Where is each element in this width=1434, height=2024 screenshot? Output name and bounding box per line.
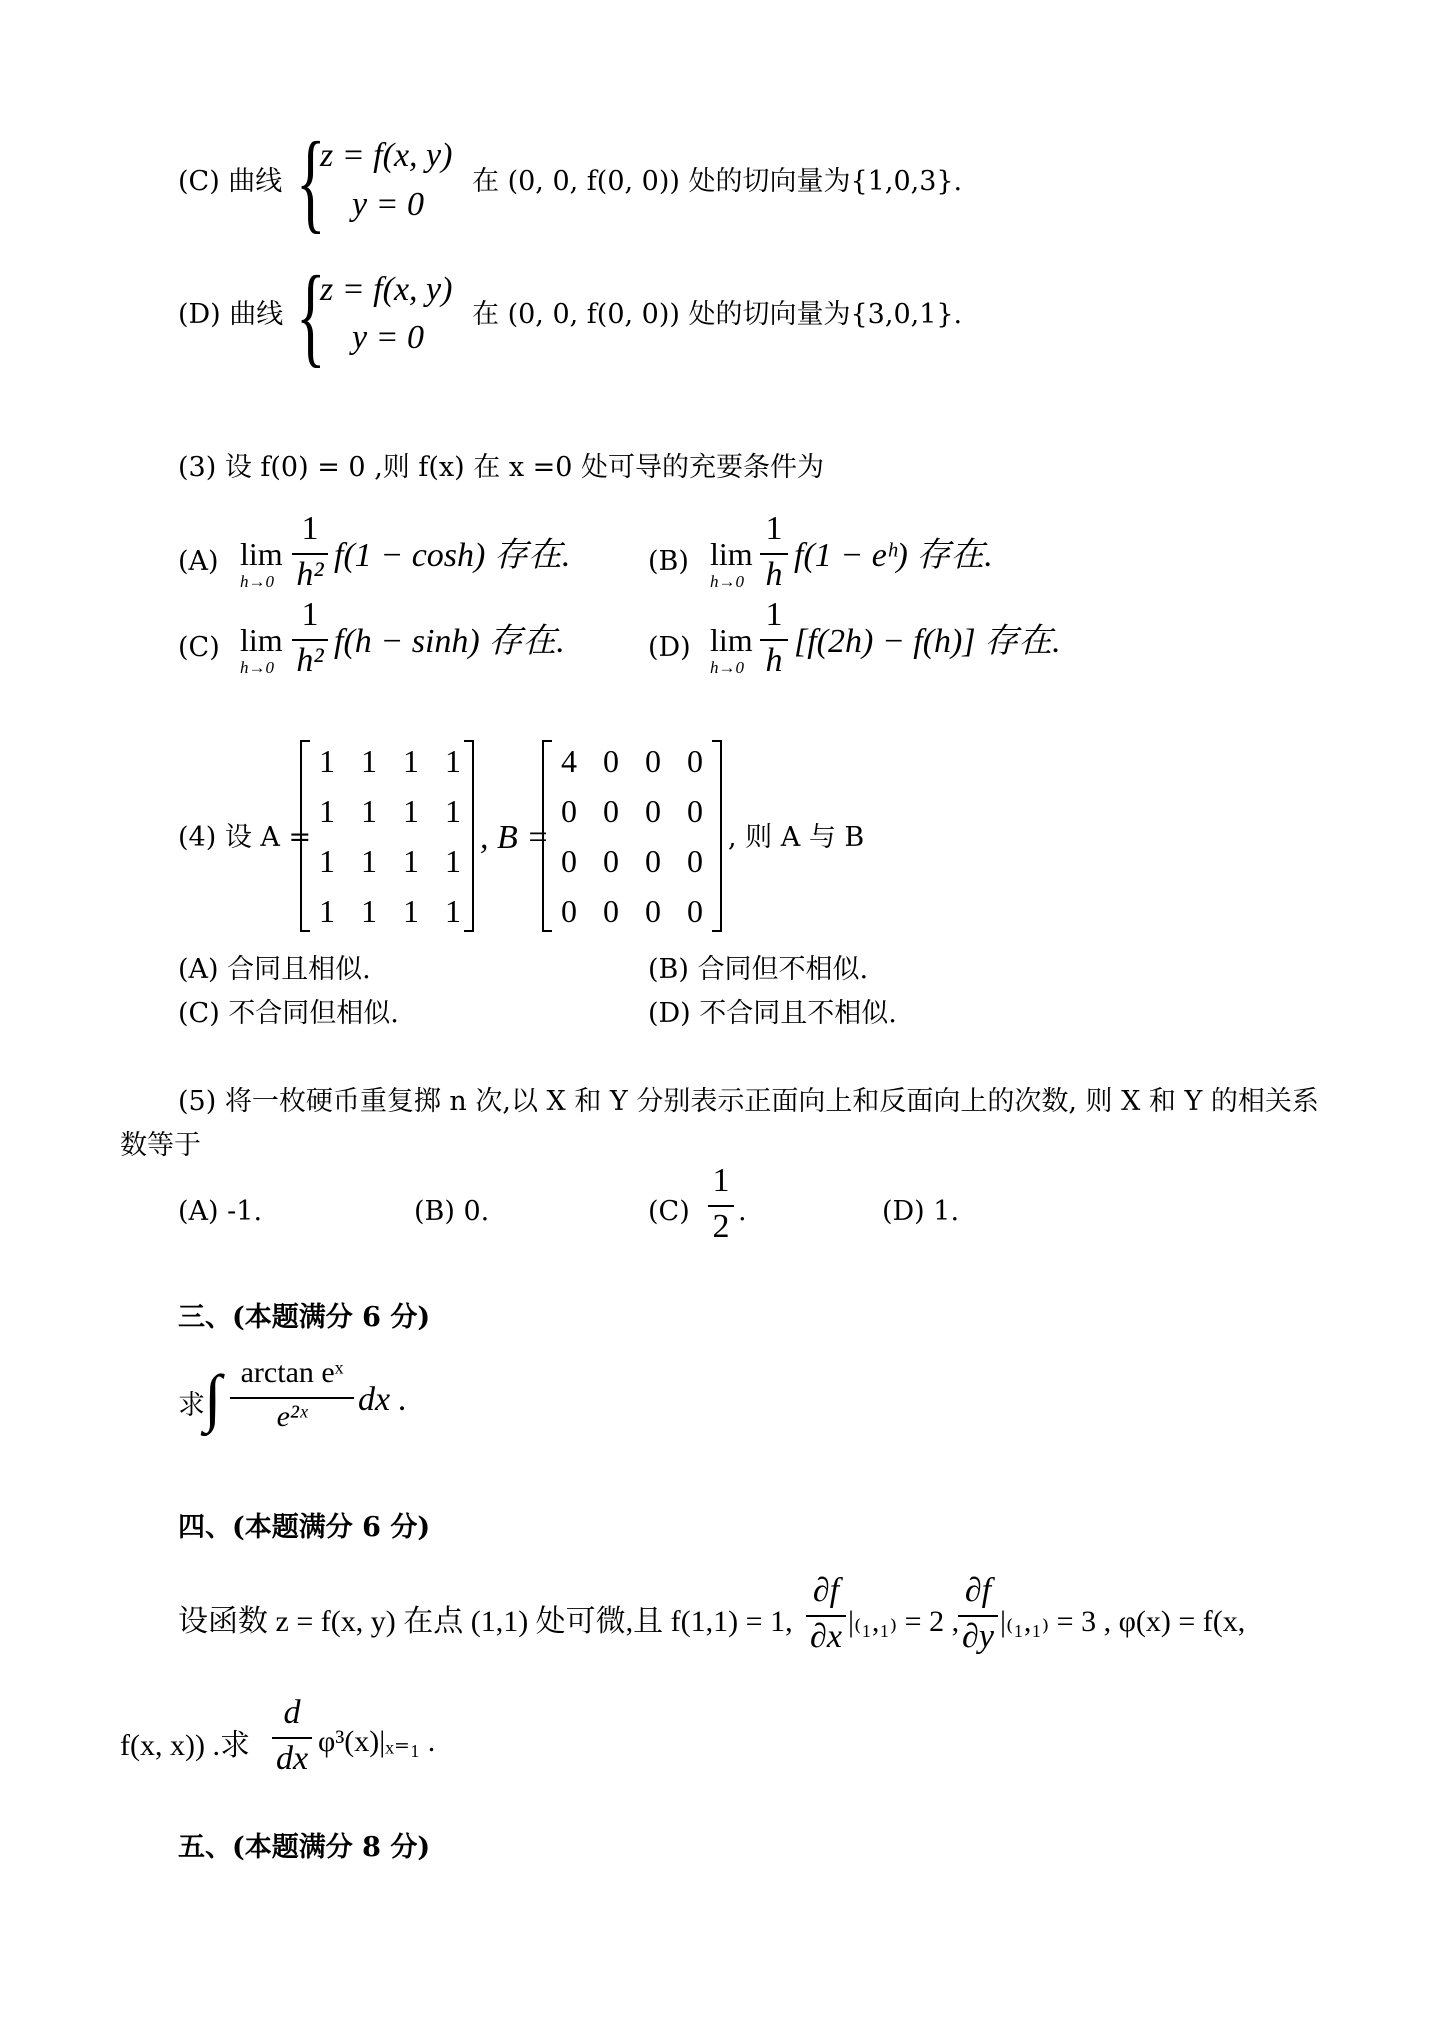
- matrix-a-cell: 1: [361, 893, 377, 929]
- q3-opt-d-sub: h→0: [710, 658, 744, 677]
- matrix-b-cell: 0: [687, 893, 703, 929]
- q4-option-d: (D) 不合同且不相似.: [648, 998, 897, 1029]
- matrix-b-cell: 0: [687, 743, 703, 779]
- matrix-a-cell: 1: [445, 743, 461, 779]
- q2-d-label: (D) 曲线: [178, 299, 284, 330]
- q3-opt-d-expr: [f(2h) − f(h)] 存在.: [794, 623, 1061, 660]
- dfdy-bar: [958, 1615, 998, 1617]
- matrix-a-cell: 1: [319, 793, 335, 829]
- matrix-b-cell: 0: [603, 793, 619, 829]
- matrix-b-cell: 0: [645, 893, 661, 929]
- q2-d-point: 在 (0, 0, f(0, 0)) 处的切向量为{3,0,1}.: [472, 299, 963, 330]
- q3-opt-c-den: h²: [296, 642, 324, 679]
- matrix-b-cell: 0: [561, 893, 577, 929]
- section-4-line2-a: f(x, x)) .求: [120, 1729, 250, 1762]
- section-3-heading: 三、(本题满分 6 分): [178, 1302, 431, 1333]
- q5-option-c-den: 2: [712, 1208, 730, 1245]
- derivative-bar: [272, 1737, 312, 1739]
- q3-opt-b-expr: f(1 − eʰ) 存在.: [794, 537, 993, 574]
- matrix-b-cell: 0: [603, 843, 619, 879]
- section-5-heading: 五、(本题满分 8 分): [178, 1832, 431, 1863]
- matrix-a-cell: 1: [445, 843, 461, 879]
- q2-c-label: (C) 曲线: [178, 166, 283, 197]
- dfdy-numerator: ∂f: [964, 1572, 992, 1609]
- section-4-line2-b: φ³(x)|ₓ₌₁ .: [318, 1725, 436, 1758]
- q4-stem-prefix: [178, 822, 311, 854]
- matrix-a-cell: 1: [361, 743, 377, 779]
- q2-c-eq1: z = f(x, y): [320, 137, 453, 174]
- q3-opt-a-expr: f(1 − cosh) 存在.: [334, 537, 571, 574]
- q3-opt-a-num: 1: [301, 510, 319, 547]
- q3-opt-a-lim: lim: [240, 536, 283, 572]
- q3-opt-a-den: h²: [296, 556, 324, 593]
- integral-sign: ∫: [204, 1362, 222, 1433]
- q3-opt-c-bar: [292, 639, 328, 641]
- matrix-a-cell: 1: [403, 893, 419, 929]
- section-3-tail: dx .: [358, 1381, 408, 1418]
- derivative-denominator: dx: [275, 1740, 309, 1777]
- q3-stem: (3) 设 f(0) = 0 ,则 f(x) 在 x =0 处可导的充要条件为: [178, 452, 825, 483]
- matrix-a-cell: 1: [403, 793, 419, 829]
- q5-stem-line2: 数等于: [120, 1130, 201, 1161]
- q3-opt-d-lim: lim: [710, 622, 753, 658]
- q5-option-d: (D) 1.: [882, 1196, 960, 1227]
- section-3-denominator: e²ˣ: [276, 1400, 308, 1433]
- dfdx-bar: [806, 1615, 846, 1617]
- q3-opt-c-lim: lim: [240, 622, 283, 658]
- q4-option-a: (A) 合同且相似.: [178, 954, 371, 985]
- q3-opt-b-sub: h→0: [710, 572, 744, 591]
- dfdy-value: |₍₁,₁₎ = 3 , φ(x) = f(x,: [1000, 1605, 1246, 1638]
- dfdx-numerator: ∂f: [812, 1572, 840, 1609]
- matrix-b-cell: 0: [645, 793, 661, 829]
- derivative-numerator: d: [283, 1694, 301, 1731]
- matrix-a-cell: 1: [319, 893, 335, 929]
- q5-option-c-num: 1: [712, 1162, 730, 1199]
- q2-c-point: 在 (0, 0, f(0, 0)) 处的切向量为{1,0,3}.: [472, 166, 963, 197]
- q4-option-c: (C) 不合同但相似.: [178, 998, 399, 1029]
- matrix-a-cell: 1: [445, 793, 461, 829]
- q5-stem-line1: (5) 将一枚硬币重复掷 n 次,以 X 和 Y 分别表示正面向上和反面向上的次数, 则 X 和 Y 的相关系: [178, 1086, 1319, 1117]
- q3-opt-b-den: h: [765, 556, 783, 593]
- q3-opt-d-bar: [760, 639, 788, 641]
- dfdx-value: |₍₁,₁₎ = 2 ,: [848, 1605, 960, 1638]
- q5-option-c-bar: [708, 1205, 734, 1207]
- dfdy-denominator: ∂y: [962, 1618, 994, 1655]
- matrix-a-cell: 1: [319, 843, 335, 879]
- q3-opt-b-label: (B): [648, 546, 689, 577]
- matrix-b-cell: 0: [603, 743, 619, 779]
- matrix-b-cell: 0: [645, 843, 661, 879]
- q3-opt-c-sub: h→0: [240, 658, 274, 677]
- matrix-b-right-bracket: [712, 740, 722, 932]
- dfdx-denominator: ∂x: [810, 1618, 842, 1655]
- section-4-line1-a: 设函数 z = f(x, y) 在点 (1,1) 处可微,且 f(1,1) = 1,: [178, 1605, 793, 1638]
- section-3-numerator: arctan eˣ: [240, 1356, 344, 1389]
- matrix-a-cell: 1: [403, 843, 419, 879]
- q2-d-eq2: y = 0: [352, 319, 425, 356]
- section-3-fraction-bar: [230, 1397, 354, 1399]
- q3-opt-a-label: (A): [178, 546, 219, 577]
- q5-option-b: (B) 0.: [414, 1196, 490, 1227]
- q3-opt-c-num: 1: [301, 596, 319, 633]
- matrix-b-cell: 0: [687, 793, 703, 829]
- q4-stem-prefix-text: (4) 设 A =: [178, 822, 312, 853]
- section-4-heading: 四、(本题满分 6 分): [178, 1512, 431, 1543]
- q3-opt-d-label: (D): [648, 632, 691, 663]
- matrix-a: [306, 742, 474, 930]
- q2-c-brace: {: [296, 120, 326, 244]
- matrix-a-cell: 1: [319, 743, 335, 779]
- q2-c-eq2: y = 0: [352, 186, 425, 223]
- matrix-a-cell: 1: [445, 893, 461, 929]
- q3-opt-b-lim: lim: [710, 536, 753, 572]
- q2-d-eq1: z = f(x, y): [320, 271, 453, 308]
- matrix-b-cell: 0: [603, 893, 619, 929]
- q3-opt-a-bar: [292, 553, 328, 555]
- matrix-b-cell: 0: [561, 793, 577, 829]
- q4-option-b: (B) 合同但不相似.: [648, 954, 869, 985]
- q3-opt-c-label: (C): [178, 632, 220, 663]
- matrix-a-cell: 1: [403, 743, 419, 779]
- matrix-b-cell: 4: [561, 743, 577, 779]
- q3-opt-d-num: 1: [765, 596, 783, 633]
- matrix-b: [548, 742, 716, 930]
- q3-opt-b-bar: [760, 553, 788, 555]
- q4-sep: , B =: [480, 819, 550, 856]
- q5-option-c-tail: .: [738, 1196, 747, 1227]
- q3-opt-a-sub: h→0: [240, 572, 274, 591]
- q3-opt-d-den: h: [765, 642, 783, 679]
- q4-stem-suffix: , 则 A 与 B: [728, 822, 865, 853]
- q2-d-brace: {: [296, 254, 326, 378]
- matrix-b-cell: 0: [687, 843, 703, 879]
- matrix-a-cell: 1: [361, 793, 377, 829]
- matrix-b-cell: 0: [645, 743, 661, 779]
- matrix-b-cell: 0: [561, 843, 577, 879]
- matrix-a-cell: 1: [361, 843, 377, 879]
- matrix-a-right-bracket: [464, 740, 474, 932]
- section-3-prefix: 求: [178, 1390, 205, 1421]
- q3-opt-c-expr: f(h − sinh) 存在.: [334, 623, 565, 660]
- q5-option-c-label: (C): [648, 1196, 690, 1227]
- q3-opt-b-num: 1: [765, 510, 783, 547]
- q5-option-a: (A) -1.: [178, 1196, 263, 1227]
